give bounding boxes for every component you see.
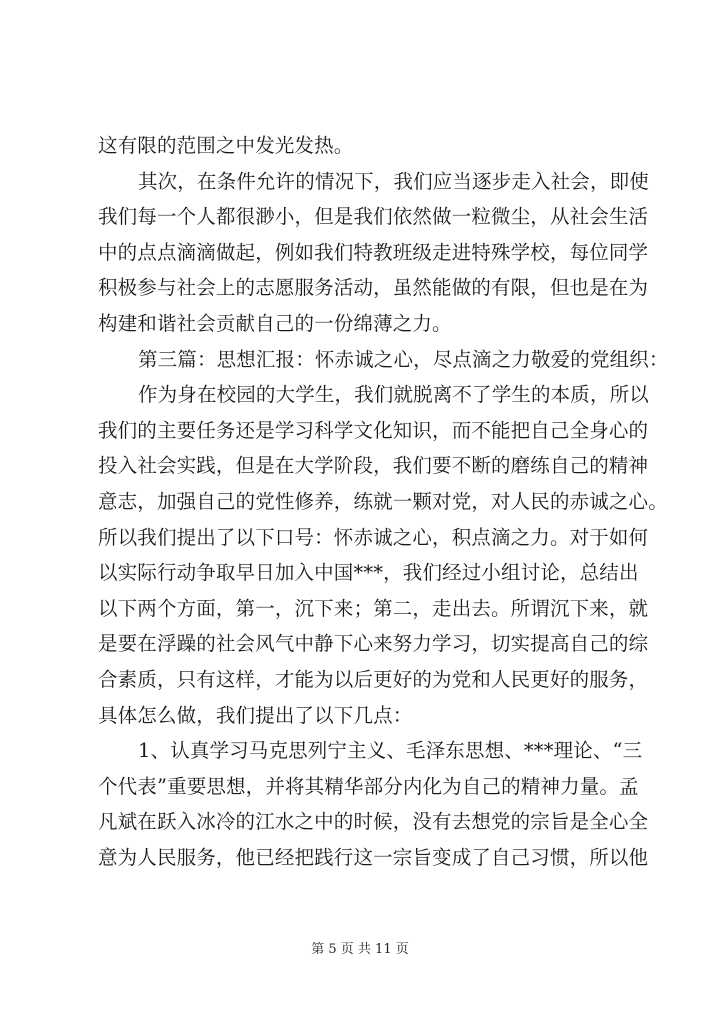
section-heading: 第三篇：思想汇报：怀赤诚之心，尽点滴之力敬爱的党组织： [138, 347, 669, 371]
text-line: 具体怎么做，我们提出了以下几点： [98, 703, 413, 727]
text-line: 积极参与社会上的志愿服务活动，虽然能做的有限，但也是在为 [98, 276, 649, 300]
text-line: 1、认真学习马克思列宁主义、毛泽东思想、***理论、“三 [138, 739, 643, 763]
text-line: 构建和谐社会贡献自己的一份绵薄之力。 [98, 311, 452, 335]
text-line: 这有限的范围之中发光发热。 [98, 134, 354, 157]
text-line: 所以我们提出了以下口号：怀赤诚之心，积点滴之力。对于如何 [98, 525, 649, 549]
text-line: 投入社会实践，但是在大学阶段，我们要不断的磨练自己的精神 [98, 454, 649, 478]
text-line: 以下两个方面，第一，沉下来；第二，走出去。所谓沉下来，就 [98, 596, 649, 620]
text-line: 合素质，只有这样，才能为以后更好的为党和人民更好的服务， [98, 667, 649, 691]
page-number-footer: 第 5 页 共 11 页 [311, 942, 409, 957]
text-line: 凡斌在跃入冰冷的江水之中的时候，没有去想党的宗旨是全心全 [98, 810, 649, 834]
text-line: 其次，在条件允许的情况下，我们应当逐步走入社会，即使 [138, 169, 649, 193]
body-text [98, 128, 669, 875]
text-line: 意为人民服务，他已经把践行这一宗旨变成了自己习惯，所以他 [98, 845, 649, 869]
text-line: 中的点点滴滴做起，例如我们特教班级走进特殊学校，每位同学 [98, 240, 649, 264]
text-line: 作为身在校园的大学生，我们就脱离不了学生的本质，所以 [138, 383, 649, 407]
text-line: 我们的主要任务还是学习科学文化知识，而不能把自己全身心的 [98, 418, 649, 442]
text-line: 是要在浮躁的社会风气中静下心来努力学习，切实提高自己的综 [98, 632, 649, 656]
text-line: 个代表”重要思想，并将其精华部分内化为自己的精神力量。孟 [98, 774, 639, 798]
text-line: 以实际行动争取早日加入中国***，我们经过小组讨论，总结出 [98, 561, 639, 585]
text-line: 意志，加强自己的党性修养，练就一颗对党，对人民的赤诚之心。 [98, 489, 668, 513]
text-line: 我们每一个人都很渺小，但是我们依然做一粒微尘，从社会生活 [98, 205, 649, 229]
